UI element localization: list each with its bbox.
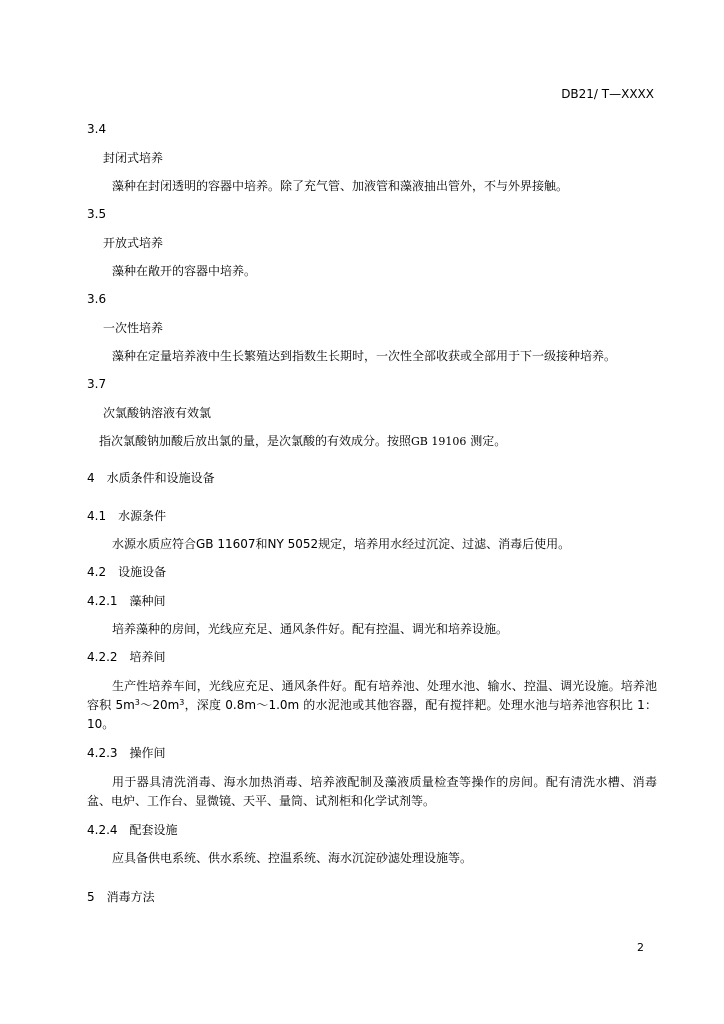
section-number: 5	[87, 890, 95, 904]
definition-3-6: 藻种在定量培养液中生长繁殖达到指数生长期时，一次性全部收获或全部用于下一级接种培养。	[112, 349, 617, 363]
paragraph-4-2-3: 用于器具清洗消毒、海水加热消毒、培养液配制及藻液质量检查等操作的房间。配有清洗水槽、消毒盆、电炉、工作台、显微镜、天平、量筒、试剂柜和化学试剂等。	[87, 775, 657, 808]
section-title: 培养间	[129, 650, 166, 664]
paragraph-4-2-1: 培养藻种的房间，光线应充足、通风条件好。配有控温、调光和培养设施。	[112, 622, 509, 636]
standard-reference: GB 19106	[411, 435, 467, 448]
definition-3-4: 藻种在封闭透明的容器中培养。除了充气管、加液管和藻液抽出管外，不与外界接触。	[112, 179, 569, 193]
paragraph-4-2-2	[87, 677, 657, 734]
clause-number-3-5: 3.5	[87, 207, 107, 221]
term-3-5: 开放式培养	[103, 236, 164, 250]
superscript: 3	[179, 698, 185, 707]
section-title: 水源条件	[118, 509, 167, 523]
clause-number-3-7: 3.7	[87, 377, 107, 391]
page-number: 2	[637, 941, 644, 954]
term-3-6: 一次性培养	[103, 321, 164, 335]
section-number: 4.2.3	[87, 746, 118, 760]
definition-3-7	[99, 433, 506, 450]
definition-3-7-text: 指次氯酸钠加酸后放出氯的量，是次氯酸的有效成分。按照	[99, 434, 412, 448]
section-heading-4-2-3	[87, 745, 166, 761]
section-heading-4-2-1	[87, 593, 166, 609]
paragraph-4-2-4: 应具备供电系统、供水系统、控温系统、海水沉淀砂滤处理设施等。	[112, 851, 473, 865]
section-title: 操作间	[129, 746, 166, 760]
definition-3-5: 藻种在敞开的容器中培养。	[112, 264, 257, 278]
section-heading-4-1	[87, 508, 166, 524]
superscript: 3	[134, 698, 140, 707]
section-title: 消毒方法	[106, 890, 155, 904]
section-number: 4.2	[87, 565, 107, 579]
section-title: 设施设备	[118, 565, 167, 579]
term-3-7: 次氯酸钠溶液有效氯	[103, 406, 212, 420]
definition-3-7-tail: 测定。	[470, 434, 507, 448]
section-title: 藻种间	[129, 594, 166, 608]
section-heading-4	[87, 470, 215, 486]
section-heading-5	[87, 889, 155, 905]
section-number: 4.1	[87, 509, 107, 523]
paragraph-text: 生产性培养车间，光线应充足、通风条件好。配有培养池、处理水池、输水、控温、调光设施。培养池容积 5m	[87, 679, 657, 712]
section-number: 4	[87, 471, 95, 485]
paragraph-text: ，深度 0.8m～1.0m 的水泥池或其他容器，配有搅拌耙。处理水池与培养池容积比 1：10。	[87, 698, 657, 731]
standard-code-header: DB21/ T—XXXX	[561, 87, 654, 101]
clause-number-3-4: 3.4	[87, 122, 107, 136]
paragraph-text: ～20m	[139, 698, 180, 712]
section-heading-4-2-4	[87, 822, 178, 838]
section-title: 水质条件和设施设备	[106, 471, 215, 485]
section-number: 4.2.4	[87, 823, 118, 837]
section-title: 配套设施	[129, 823, 178, 837]
section-heading-4-2	[87, 564, 166, 580]
paragraph-4-1: 水源水质应符合GB 11607和NY 5052规定，培养用水经过沉淀、过滤、消毒后使用。	[112, 537, 571, 551]
term-3-4: 封闭式培养	[103, 151, 164, 165]
clause-number-3-6: 3.6	[87, 292, 107, 306]
section-heading-4-2-2	[87, 649, 166, 665]
section-number: 4.2.2	[87, 650, 118, 664]
section-number: 4.2.1	[87, 594, 118, 608]
